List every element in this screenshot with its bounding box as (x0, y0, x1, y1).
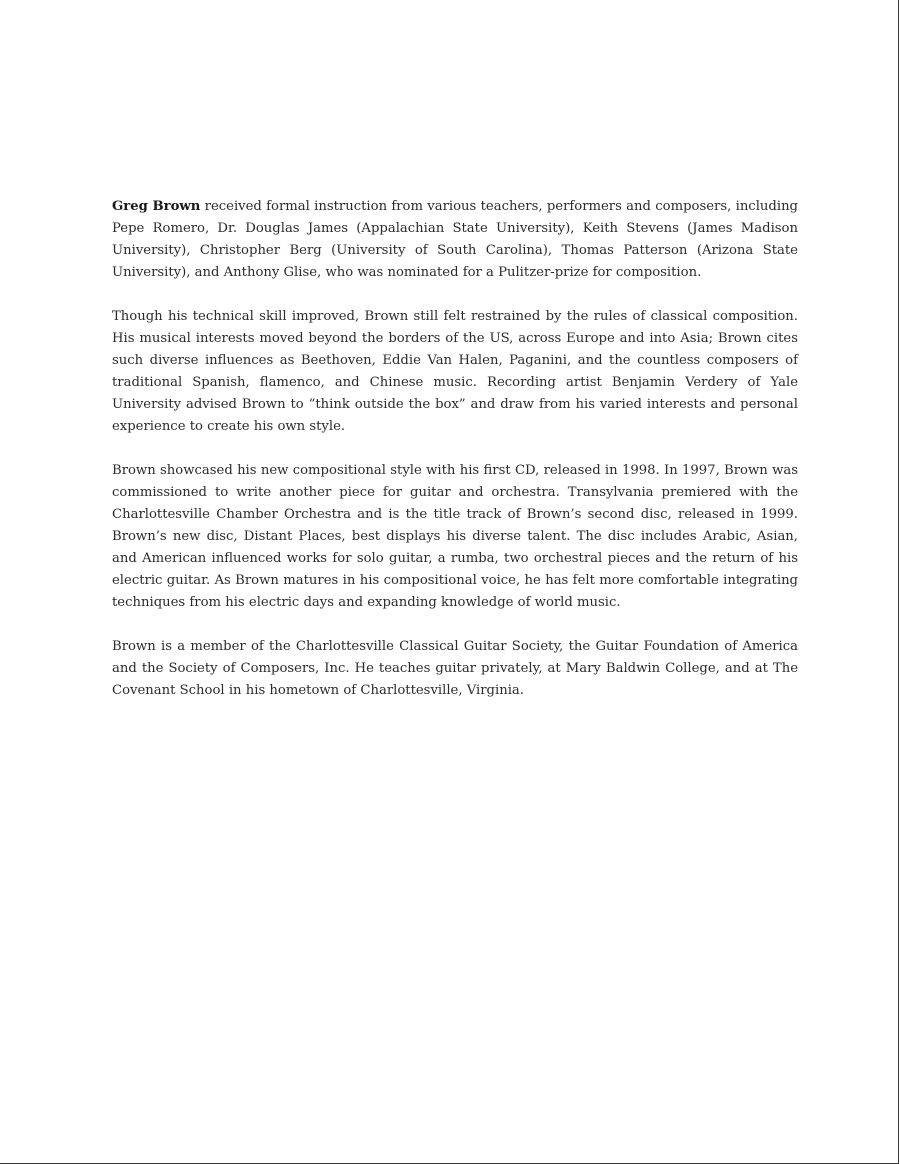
paragraph-memberships: Brown is a member of the Charlottesville Classical Guitar Society, the Guitar Foundation of America and the Society of Composers, Inc. He teaches guitar privately, at Mary Baldwin College, and at The Covenant School in his hometown of Charlottesville, Virginia. (112, 639, 798, 698)
paragraph-discography: Brown showcased his new compositional style with his first CD, released in 1998. In 1997, Brown was commissioned to write another piece for guitar and orchestra. Transylvania premiered with the Charlottesville Chamber Orchestra and is the title track of Brown’s second disc, released in 1999. Brown’s new disc, Distant Places, best displays his diverse talent. The disc includes Arabic, Asian, and American influenced works for solo guitar, a rumba, two orchestral pieces and the return of his electric guitar. As Brown matures in his compositional voice, he has felt more comfortable integrating techniques from his electric days and expanding knowledge of world music. (112, 463, 798, 610)
paragraph-instruction (112, 196, 798, 284)
paragraph-text: received formal instruction from various teachers, performers and composers, including Pepe Romero, Dr. Douglas James (Appalachian State University), Keith Stevens (James Madison University), Christopher Berg (University of South Carolina), Thomas Patterson (Arizona State University), and Anthony Glise, who was nominated for a Pulitzer-prize for composition. (112, 199, 798, 280)
biography-body (112, 196, 798, 724)
artist-name: Greg Brown (112, 199, 201, 214)
paragraph-influences: Though his technical skill improved, Brown still felt restrained by the rules of classical composition. His musical interests moved beyond the borders of the US, across Europe and into Asia; Brown cites such diverse influences as Beethoven, Eddie Van Halen, Paganini, and the countless composers of traditional Spanish, flamenco, and Chinese music. Recording artist Benjamin Verdery of Yale University advised Brown to “think outside the box” and draw from his varied interests and personal experience to create his own style. (112, 309, 798, 434)
